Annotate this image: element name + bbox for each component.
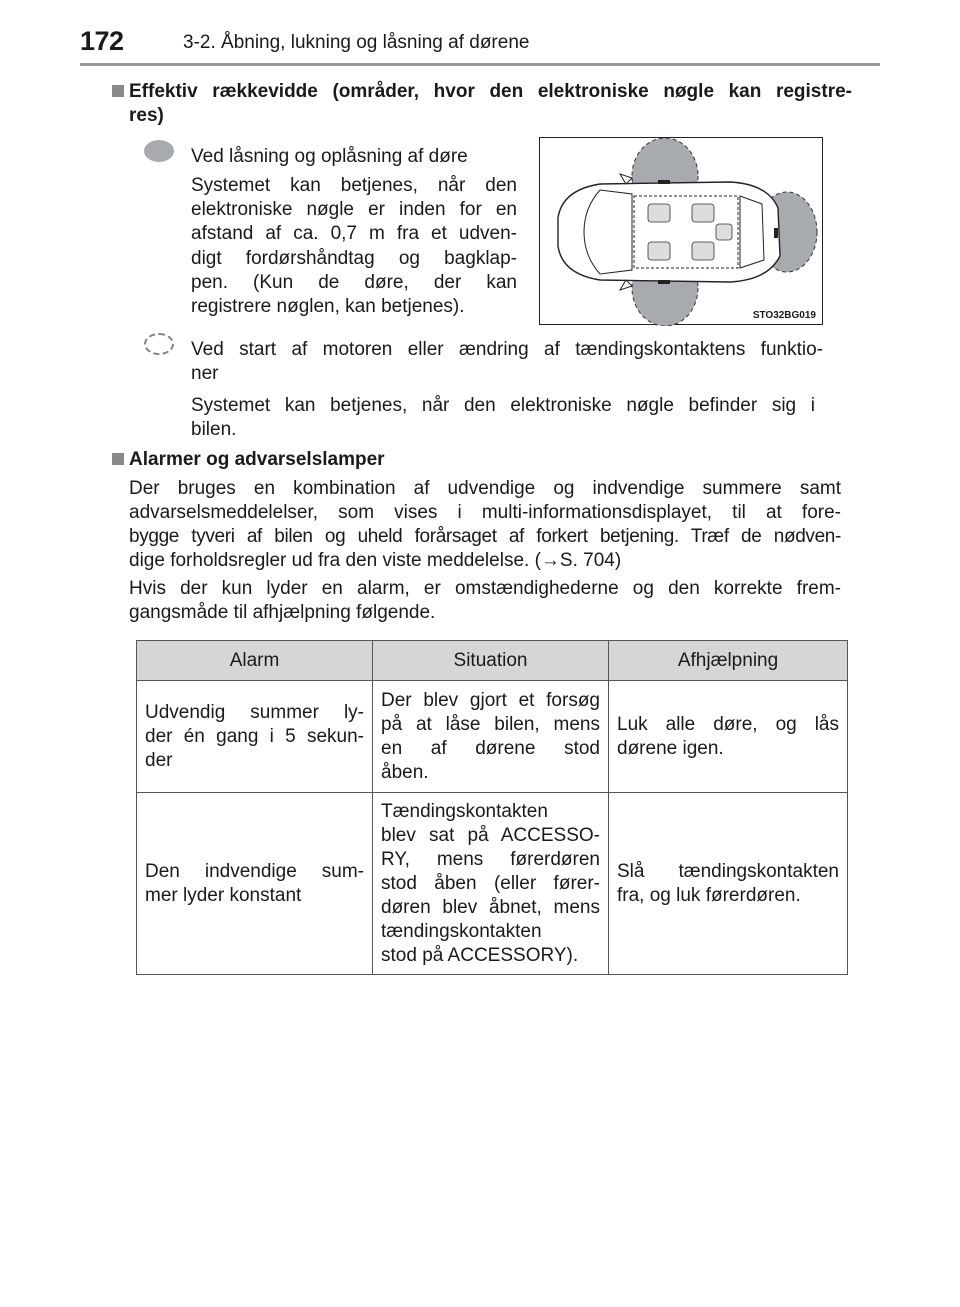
- figure-code: STO32BG019: [752, 310, 816, 321]
- cell-line: en af dørene stod: [381, 737, 600, 759]
- heading-line: Ved start af motoren eller ændring af tændingskontaktens funktio-: [191, 339, 823, 360]
- item-body-lock: [191, 174, 517, 319]
- page-number: 172: [80, 26, 124, 56]
- cell-line: blev sat på ACCESSO-: [381, 824, 600, 846]
- square-bullet-icon: [112, 453, 124, 465]
- remedy-cell: [609, 681, 848, 793]
- body-line: elektroniske nøgle er inden for en: [191, 199, 517, 221]
- rear-window: [740, 196, 764, 268]
- car-top-view-illustration: [540, 138, 824, 326]
- table-header-row: [137, 641, 848, 681]
- para-line: dige forholdsregler ud fra den viste meddelelse. (→S. 704): [129, 550, 622, 571]
- dashed-zone-icon: [144, 333, 174, 355]
- para-line: Der bruges en kombination af udvendige og indvendige summere samt: [129, 478, 841, 499]
- section-title: 3-2. Åbning, lukning og låsning af dørene: [183, 32, 530, 53]
- situation-cell: [373, 681, 609, 793]
- item-heading-lock: Ved låsning og oplåsning af døre: [191, 146, 468, 167]
- cell-line: Den indvendige sum-: [145, 860, 364, 882]
- body-line: Systemet kan betjenes, når den elektroniske nøgle befinder sig i: [191, 395, 815, 416]
- alarm-cell: [137, 793, 373, 975]
- cell-line: stod åben (eller fører-: [381, 872, 600, 894]
- cell-line: der: [145, 749, 173, 771]
- cell-line: Slå tændingskontakten: [617, 860, 839, 882]
- body-line: pen. (Kun de døre, der kan: [191, 271, 517, 293]
- windshield: [584, 190, 632, 274]
- cell-line: på at låse bilen, mens: [381, 713, 600, 735]
- para-line: gangsmåde til afhjælpning følgende.: [129, 602, 436, 623]
- header-rule: [80, 63, 880, 66]
- column-header-remedy: Afhjælpning: [609, 641, 848, 681]
- cell-line: døren blev åbnet, mens: [381, 896, 600, 918]
- cell-line: Udvendig summer ly-: [145, 701, 364, 723]
- body-line: Systemet kan betjenes, når den: [191, 175, 517, 196]
- remedy-cell: [609, 793, 848, 975]
- cell-line: stod på ACCESSORY).: [381, 944, 579, 966]
- cell-line: åben.: [381, 761, 429, 783]
- section-heading-range: [112, 80, 852, 128]
- cell-line: mer lyder konstant: [145, 884, 302, 906]
- heading-line: ner: [191, 363, 219, 384]
- section-heading-line: res): [129, 105, 164, 126]
- body-line: afstand af ca. 0,7 m fra et udven-: [191, 223, 517, 245]
- para-line: Hvis der kun lyder en alarm, er omstændighederne og den korrekte frem-: [129, 578, 841, 599]
- column-header-alarm: Alarm: [137, 641, 373, 681]
- alarms-paragraph-1: [129, 477, 841, 573]
- situation-cell: [373, 793, 609, 975]
- cell-line: tændingskontakten: [381, 920, 542, 942]
- cell-line: dørene igen.: [617, 737, 724, 759]
- body-line: digt fordørshåndtag og bagklap-: [191, 247, 517, 269]
- column-header-situation: Situation: [373, 641, 609, 681]
- section-heading-alarms: [112, 448, 852, 472]
- section-heading-line: Effektiv rækkevidde (områder, hvor den elektroniske nøgle kan registre-: [129, 81, 852, 102]
- para-line: bygge tyveri af bilen og uheld forårsaget af forkert betjening. Træf de nødven-: [129, 526, 841, 547]
- alarm-cell: [137, 681, 373, 793]
- table-row: [137, 681, 848, 793]
- body-line: registrere nøglen, kan betjenes).: [191, 296, 465, 318]
- detection-range-figure: [539, 137, 823, 325]
- cell-line: RY, mens førerdøren: [381, 848, 600, 870]
- item-body-engine: [191, 394, 815, 442]
- cell-line: der én gang i 5 sekun-: [145, 725, 364, 747]
- filled-zone-icon: [144, 140, 174, 162]
- item-heading-engine: [191, 338, 823, 386]
- alarm-table: [136, 640, 848, 975]
- cell-line: fra, og luk førerdøren.: [617, 884, 801, 906]
- cell-line: Tændingskontakten: [381, 800, 548, 822]
- page-header: [80, 26, 880, 66]
- section-heading-line: Alarmer og advarselslamper: [129, 449, 385, 470]
- square-bullet-icon: [112, 85, 124, 97]
- cell-line: Luk alle døre, og lås: [617, 713, 839, 735]
- body-line: bilen.: [191, 419, 237, 440]
- cell-line: Der blev gjort et forsøg: [381, 689, 600, 711]
- alarms-paragraph-2: [129, 577, 841, 625]
- para-line: advarselsmeddelelser, som vises i multi-informationsdisplayet, til at fore-: [129, 502, 841, 523]
- table-row: [137, 793, 848, 975]
